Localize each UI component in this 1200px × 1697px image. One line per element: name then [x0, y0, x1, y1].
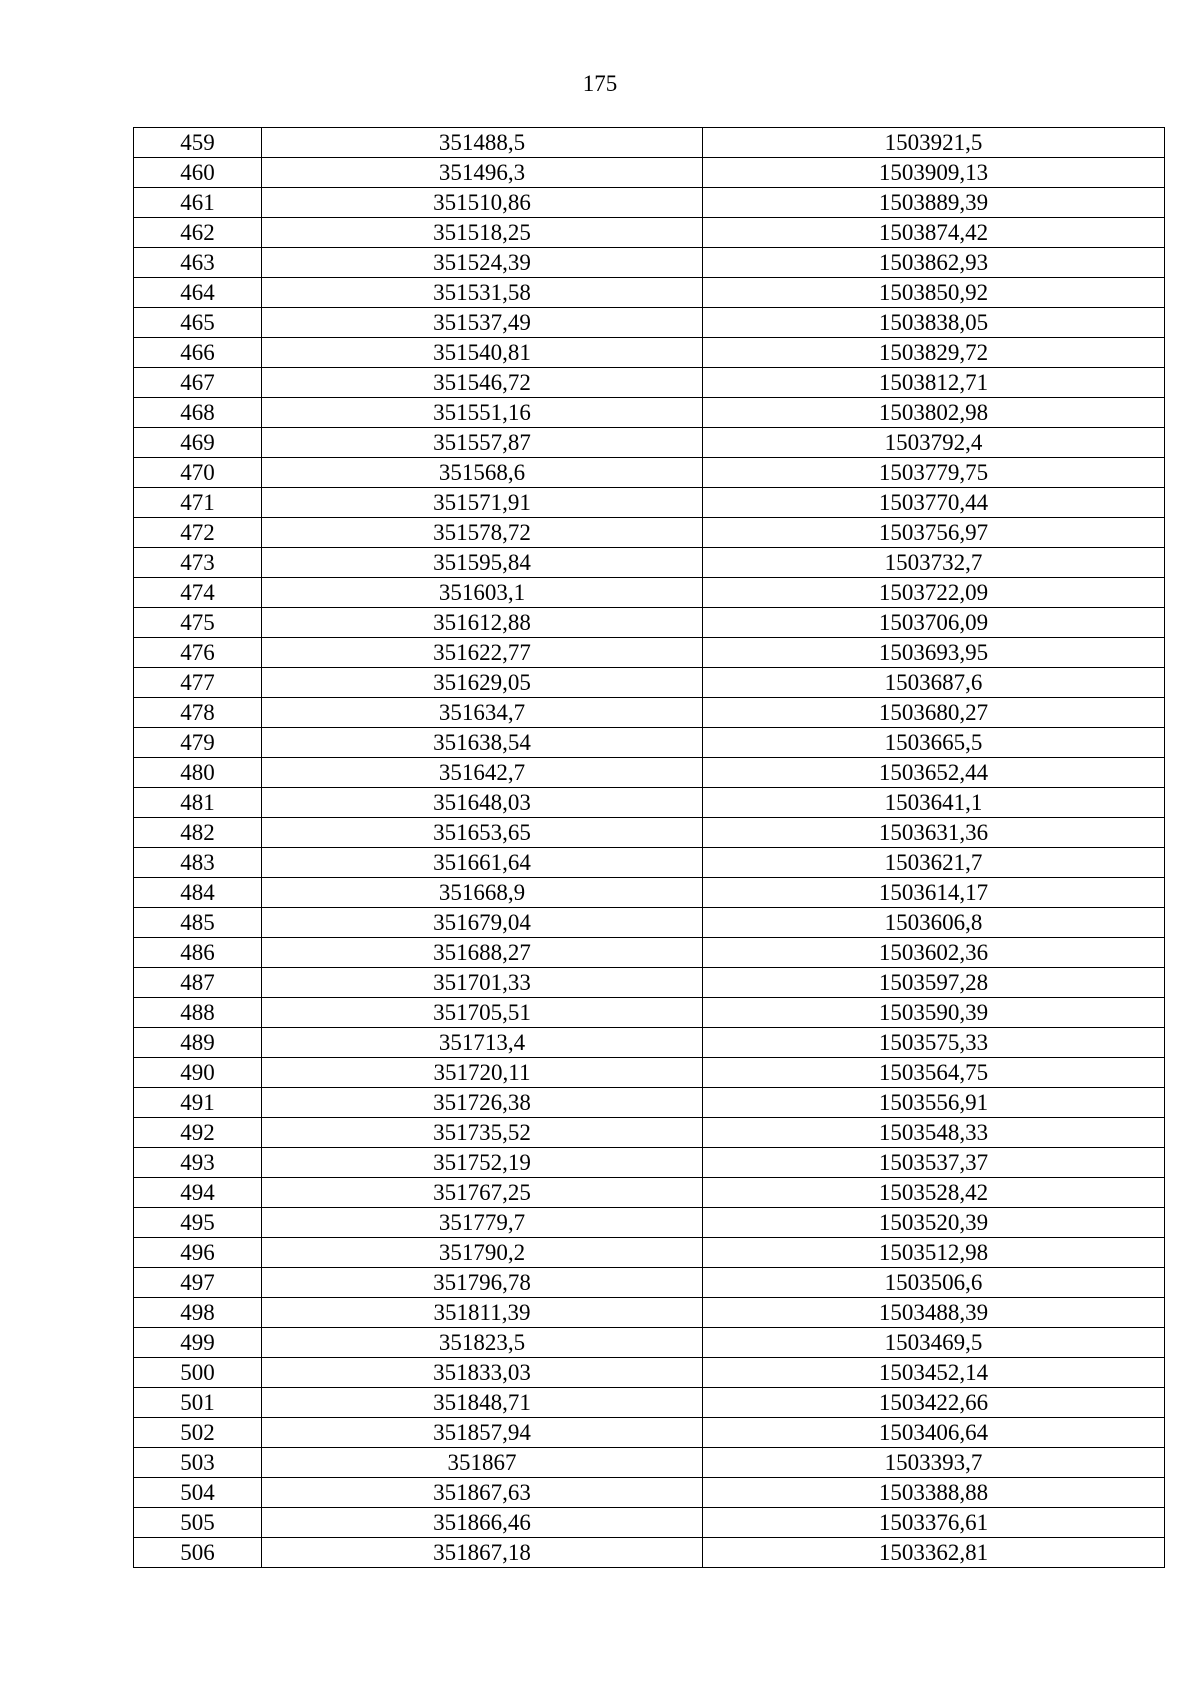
x-coordinate-cell: 351735,52	[262, 1118, 703, 1148]
y-coordinate-cell: 1503850,92	[703, 278, 1165, 308]
point-number-cell: 505	[134, 1508, 262, 1538]
x-coordinate-cell: 351595,84	[262, 548, 703, 578]
y-coordinate-cell: 1503506,6	[703, 1268, 1165, 1298]
table-row	[134, 518, 1165, 548]
y-coordinate-cell: 1503722,09	[703, 578, 1165, 608]
y-coordinate-cell: 1503602,36	[703, 938, 1165, 968]
y-coordinate-cell: 1503687,6	[703, 668, 1165, 698]
y-coordinate-cell: 1503606,8	[703, 908, 1165, 938]
y-coordinate-cell: 1503537,37	[703, 1148, 1165, 1178]
table-row	[134, 428, 1165, 458]
point-number-cell: 499	[134, 1328, 262, 1358]
y-coordinate-cell: 1503520,39	[703, 1208, 1165, 1238]
table-row	[134, 488, 1165, 518]
table-row	[134, 998, 1165, 1028]
table-row	[134, 1058, 1165, 1088]
x-coordinate-cell: 351752,19	[262, 1148, 703, 1178]
y-coordinate-cell: 1503488,39	[703, 1298, 1165, 1328]
coordinates-table-body	[134, 128, 1165, 1568]
table-row	[134, 1478, 1165, 1508]
point-number-cell: 491	[134, 1088, 262, 1118]
x-coordinate-cell: 351668,9	[262, 878, 703, 908]
x-coordinate-cell: 351823,5	[262, 1328, 703, 1358]
point-number-cell: 468	[134, 398, 262, 428]
point-number-cell: 494	[134, 1178, 262, 1208]
y-coordinate-cell: 1503406,64	[703, 1418, 1165, 1448]
y-coordinate-cell: 1503665,5	[703, 728, 1165, 758]
table-row	[134, 1028, 1165, 1058]
point-number-cell: 477	[134, 668, 262, 698]
table-row	[134, 908, 1165, 938]
table-row	[134, 1148, 1165, 1178]
point-number-cell: 470	[134, 458, 262, 488]
y-coordinate-cell: 1503528,42	[703, 1178, 1165, 1208]
y-coordinate-cell: 1503614,17	[703, 878, 1165, 908]
table-row	[134, 1508, 1165, 1538]
point-number-cell: 502	[134, 1418, 262, 1448]
y-coordinate-cell: 1503621,7	[703, 848, 1165, 878]
table-row	[134, 818, 1165, 848]
point-number-cell: 466	[134, 338, 262, 368]
x-coordinate-cell: 351653,65	[262, 818, 703, 848]
point-number-cell: 474	[134, 578, 262, 608]
table-row	[134, 458, 1165, 488]
x-coordinate-cell: 351546,72	[262, 368, 703, 398]
y-coordinate-cell: 1503590,39	[703, 998, 1165, 1028]
y-coordinate-cell: 1503556,91	[703, 1088, 1165, 1118]
point-number-cell: 471	[134, 488, 262, 518]
point-number-cell: 496	[134, 1238, 262, 1268]
y-coordinate-cell: 1503422,66	[703, 1388, 1165, 1418]
table-row	[134, 848, 1165, 878]
point-number-cell: 463	[134, 248, 262, 278]
point-number-cell: 485	[134, 908, 262, 938]
point-number-cell: 484	[134, 878, 262, 908]
x-coordinate-cell: 351510,86	[262, 188, 703, 218]
x-coordinate-cell: 351811,39	[262, 1298, 703, 1328]
table-row	[134, 608, 1165, 638]
point-number-cell: 481	[134, 788, 262, 818]
page-number: 175	[582, 71, 618, 96]
table-row	[134, 1448, 1165, 1478]
table-row	[134, 878, 1165, 908]
y-coordinate-cell: 1503631,36	[703, 818, 1165, 848]
y-coordinate-cell: 1503874,42	[703, 218, 1165, 248]
table-row	[134, 218, 1165, 248]
y-coordinate-cell: 1503889,39	[703, 188, 1165, 218]
point-number-cell: 490	[134, 1058, 262, 1088]
point-number-cell: 480	[134, 758, 262, 788]
point-number-cell: 461	[134, 188, 262, 218]
point-number-cell: 487	[134, 968, 262, 998]
point-number-cell: 469	[134, 428, 262, 458]
table-row	[134, 1268, 1165, 1298]
table-row	[134, 1238, 1165, 1268]
x-coordinate-cell: 351568,6	[262, 458, 703, 488]
y-coordinate-cell: 1503829,72	[703, 338, 1165, 368]
x-coordinate-cell: 351866,46	[262, 1508, 703, 1538]
point-number-cell: 459	[134, 128, 262, 158]
point-number-cell: 483	[134, 848, 262, 878]
table-row	[134, 938, 1165, 968]
point-number-cell: 475	[134, 608, 262, 638]
x-coordinate-cell: 351701,33	[262, 968, 703, 998]
table-row	[134, 1088, 1165, 1118]
y-coordinate-cell: 1503770,44	[703, 488, 1165, 518]
x-coordinate-cell: 351603,1	[262, 578, 703, 608]
x-coordinate-cell: 351713,4	[262, 1028, 703, 1058]
point-number-cell: 501	[134, 1388, 262, 1418]
table-row	[134, 728, 1165, 758]
table-row	[134, 278, 1165, 308]
table-row	[134, 398, 1165, 428]
point-number-cell: 478	[134, 698, 262, 728]
table-row	[134, 368, 1165, 398]
table-row	[134, 548, 1165, 578]
point-number-cell: 467	[134, 368, 262, 398]
x-coordinate-cell: 351796,78	[262, 1268, 703, 1298]
x-coordinate-cell: 351688,27	[262, 938, 703, 968]
y-coordinate-cell: 1503469,5	[703, 1328, 1165, 1358]
table-row	[134, 758, 1165, 788]
x-coordinate-cell: 351557,87	[262, 428, 703, 458]
x-coordinate-cell: 351661,64	[262, 848, 703, 878]
x-coordinate-cell: 351648,03	[262, 788, 703, 818]
y-coordinate-cell: 1503376,61	[703, 1508, 1165, 1538]
table-row	[134, 1328, 1165, 1358]
y-coordinate-cell: 1503921,5	[703, 128, 1165, 158]
x-coordinate-cell: 351833,03	[262, 1358, 703, 1388]
x-coordinate-cell: 351531,58	[262, 278, 703, 308]
x-coordinate-cell: 351524,39	[262, 248, 703, 278]
y-coordinate-cell: 1503393,7	[703, 1448, 1165, 1478]
table-row	[134, 1358, 1165, 1388]
table-row	[134, 1208, 1165, 1238]
x-coordinate-cell: 351767,25	[262, 1178, 703, 1208]
point-number-cell: 479	[134, 728, 262, 758]
x-coordinate-cell: 351857,94	[262, 1418, 703, 1448]
x-coordinate-cell: 351571,91	[262, 488, 703, 518]
x-coordinate-cell: 351578,72	[262, 518, 703, 548]
x-coordinate-cell: 351720,11	[262, 1058, 703, 1088]
point-number-cell: 497	[134, 1268, 262, 1298]
x-coordinate-cell: 351779,7	[262, 1208, 703, 1238]
y-coordinate-cell: 1503652,44	[703, 758, 1165, 788]
table-row	[134, 158, 1165, 188]
y-coordinate-cell: 1503548,33	[703, 1118, 1165, 1148]
point-number-cell: 473	[134, 548, 262, 578]
point-number-cell: 465	[134, 308, 262, 338]
table-row	[134, 308, 1165, 338]
table-row	[134, 698, 1165, 728]
x-coordinate-cell: 351518,25	[262, 218, 703, 248]
coordinates-table	[133, 127, 1165, 1568]
point-number-cell: 500	[134, 1358, 262, 1388]
y-coordinate-cell: 1503362,81	[703, 1538, 1165, 1568]
x-coordinate-cell: 351867	[262, 1448, 703, 1478]
table-row	[134, 1178, 1165, 1208]
x-coordinate-cell: 351679,04	[262, 908, 703, 938]
point-number-cell: 488	[134, 998, 262, 1028]
y-coordinate-cell: 1503909,13	[703, 158, 1165, 188]
point-number-cell: 476	[134, 638, 262, 668]
table-row	[134, 788, 1165, 818]
x-coordinate-cell: 351726,38	[262, 1088, 703, 1118]
y-coordinate-cell: 1503597,28	[703, 968, 1165, 998]
y-coordinate-cell: 1503756,97	[703, 518, 1165, 548]
y-coordinate-cell: 1503802,98	[703, 398, 1165, 428]
y-coordinate-cell: 1503732,7	[703, 548, 1165, 578]
x-coordinate-cell: 351537,49	[262, 308, 703, 338]
point-number-cell: 503	[134, 1448, 262, 1478]
point-number-cell: 464	[134, 278, 262, 308]
point-number-cell: 493	[134, 1148, 262, 1178]
point-number-cell: 462	[134, 218, 262, 248]
point-number-cell: 489	[134, 1028, 262, 1058]
x-coordinate-cell: 351496,3	[262, 158, 703, 188]
x-coordinate-cell: 351612,88	[262, 608, 703, 638]
y-coordinate-cell: 1503838,05	[703, 308, 1165, 338]
table-row	[134, 338, 1165, 368]
table-row	[134, 638, 1165, 668]
point-number-cell: 492	[134, 1118, 262, 1148]
point-number-cell: 504	[134, 1478, 262, 1508]
x-coordinate-cell: 351867,18	[262, 1538, 703, 1568]
table-row	[134, 668, 1165, 698]
x-coordinate-cell: 351622,77	[262, 638, 703, 668]
y-coordinate-cell: 1503862,93	[703, 248, 1165, 278]
y-coordinate-cell: 1503575,33	[703, 1028, 1165, 1058]
x-coordinate-cell: 351488,5	[262, 128, 703, 158]
y-coordinate-cell: 1503564,75	[703, 1058, 1165, 1088]
point-number-cell: 498	[134, 1298, 262, 1328]
table-row	[134, 1388, 1165, 1418]
x-coordinate-cell: 351848,71	[262, 1388, 703, 1418]
y-coordinate-cell: 1503706,09	[703, 608, 1165, 638]
x-coordinate-cell: 351642,7	[262, 758, 703, 788]
point-number-cell: 495	[134, 1208, 262, 1238]
x-coordinate-cell: 351867,63	[262, 1478, 703, 1508]
table-row	[134, 578, 1165, 608]
x-coordinate-cell: 351540,81	[262, 338, 703, 368]
y-coordinate-cell: 1503452,14	[703, 1358, 1165, 1388]
x-coordinate-cell: 351705,51	[262, 998, 703, 1028]
y-coordinate-cell: 1503680,27	[703, 698, 1165, 728]
point-number-cell: 506	[134, 1538, 262, 1568]
y-coordinate-cell: 1503792,4	[703, 428, 1165, 458]
table-row	[134, 1418, 1165, 1448]
x-coordinate-cell: 351629,05	[262, 668, 703, 698]
y-coordinate-cell: 1503812,71	[703, 368, 1165, 398]
table-row	[134, 1118, 1165, 1148]
point-number-cell: 486	[134, 938, 262, 968]
point-number-cell: 482	[134, 818, 262, 848]
point-number-cell: 460	[134, 158, 262, 188]
y-coordinate-cell: 1503512,98	[703, 1238, 1165, 1268]
x-coordinate-cell: 351790,2	[262, 1238, 703, 1268]
x-coordinate-cell: 351638,54	[262, 728, 703, 758]
table-row	[134, 1298, 1165, 1328]
table-row	[134, 188, 1165, 218]
x-coordinate-cell: 351551,16	[262, 398, 703, 428]
x-coordinate-cell: 351634,7	[262, 698, 703, 728]
y-coordinate-cell: 1503693,95	[703, 638, 1165, 668]
y-coordinate-cell: 1503388,88	[703, 1478, 1165, 1508]
table-row	[134, 968, 1165, 998]
point-number-cell: 472	[134, 518, 262, 548]
y-coordinate-cell: 1503641,1	[703, 788, 1165, 818]
y-coordinate-cell: 1503779,75	[703, 458, 1165, 488]
table-row	[134, 128, 1165, 158]
table-row	[134, 1538, 1165, 1568]
table-row	[134, 248, 1165, 278]
